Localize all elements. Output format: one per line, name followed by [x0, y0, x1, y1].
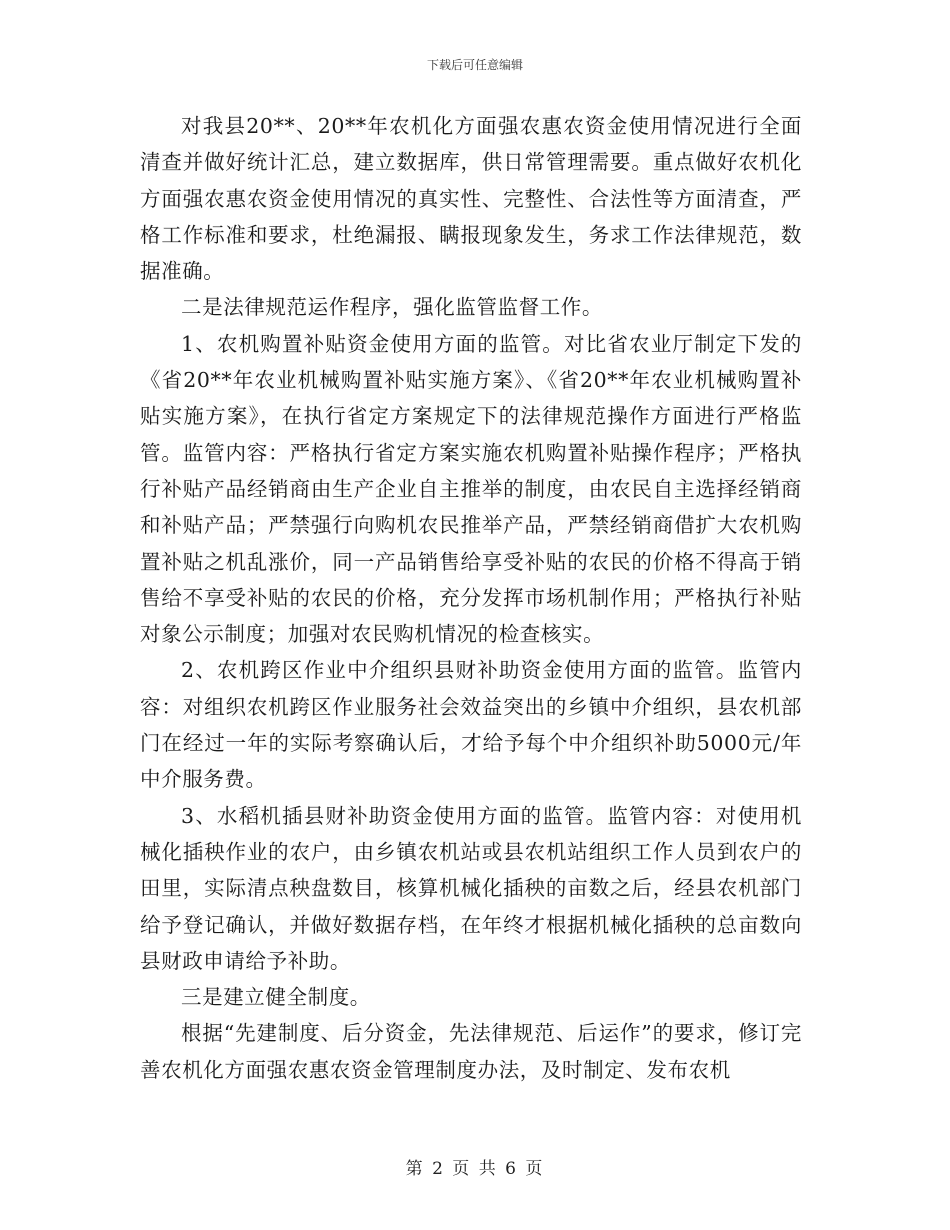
paragraph-data-cleanup: 对我县20**、20**年农机化方面强农惠农资金使用情况进行全面清查并做好统计汇总，建立数据库，供日常管理需要。重点做好农机化方面强农惠农资金使用情况的真实性、完整性、合法性等方面清查，严格工作标准和要求，杜绝漏报、瞒报现象发生，务求工作法律规范，数据准确。 — [140, 114, 802, 284]
paragraph-cross-region: 2、农机跨区作业中介组织县财补助资金使用方面的监管。监管内容：对组织农机跨区作业服务社会效益突出的乡镇中介组织，县农机部门在经过一年的实际考察确认后，才给予每个中介组织补助5000元/年中介服务费。 — [140, 658, 802, 792]
section-heading-2: 二是法律规范运作程序，强化监管监督工作。 — [181, 295, 603, 320]
paragraph-purchase-subsidy: 1、农机购置补贴资金使用方面的监管。对比省农业厅制定下发的《省20**年农业机械购置补贴实施方案》、《省20**年农业机械购置补贴实施方案》，在执行省定方案规定下的法律规范操作方面进行严格监管。监管内容：严格执行省定方案实施农机购置补贴操作程序；严格执行补贴产品经销商由生产企业自主推举的制度，由农民自主选择经销商和补贴产品；严禁强行向购机农民推举产品，严禁经销商借扩大农机购置补贴之机乱涨价，同一产品销售给享受补贴的农民的价格不得高于销售给不享受补贴的农民的价格，充分发挥市场机制作用；严格执行补贴对象公示制度；加强对农民购机情况的检查核实。 — [140, 331, 802, 647]
document-body — [140, 108, 802, 1088]
page-header-note: 下载后可任意编辑 — [426, 58, 523, 72]
page-number-footer: 第 2 页 共 6 页 — [405, 1159, 545, 1179]
section-heading-3: 三是建立健全制度。 — [181, 985, 371, 1010]
paragraph-rice-transplant: 3、水稻机插县财补助资金使用方面的监管。监管内容：对使用机械化插秧作业的农户，由乡镇农机站或县农机站组织工作人员到农户的田里，实际清点秧盘数目，核算机械化插秧的亩数之后，经县农机部门给予登记确认，并做好数据存档，在年终才根据机械化插秧的总亩数向县财政申请给予补助。 — [140, 803, 802, 973]
paragraph-system-rules: 根据“先建制度、后分资金，先法律规范、后运作”的要求，修订完善农机化方面强农惠农资金管理制度办法，及时制定、发布农机 — [140, 1021, 802, 1082]
